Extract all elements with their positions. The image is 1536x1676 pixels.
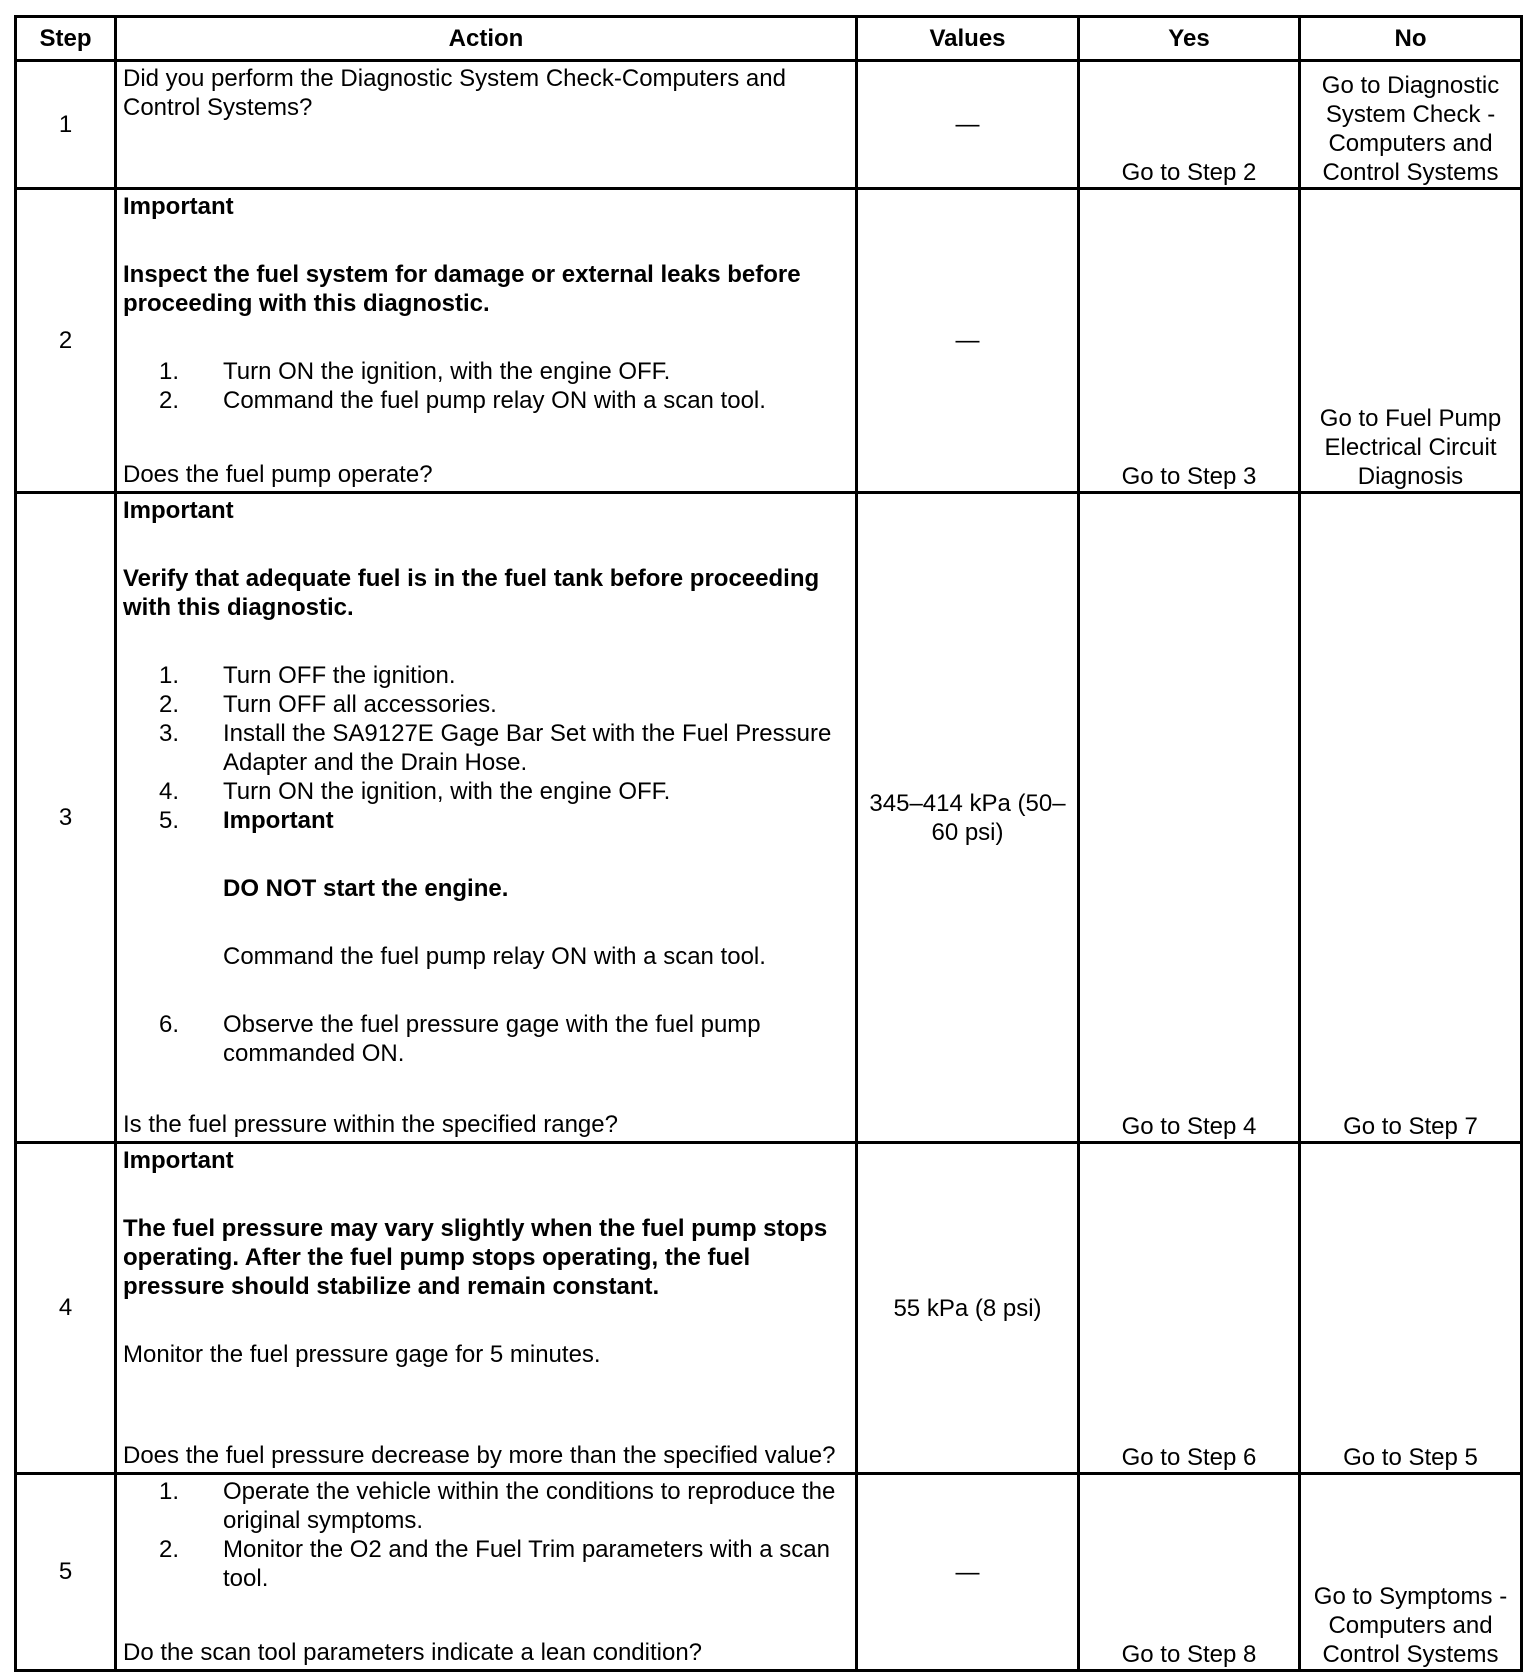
no-link[interactable]: Go to Step 5 bbox=[1300, 1143, 1522, 1474]
list-item: 3. Install the SA9127E Gage Bar Set with the Fuel Pressure Adapter and the Drain Hose. bbox=[158, 720, 832, 776]
instruction-list bbox=[123, 357, 851, 415]
table-row bbox=[16, 1474, 1522, 1671]
step-number: 1 bbox=[16, 61, 116, 189]
yes-link[interactable]: Go to Step 6 bbox=[1079, 1143, 1300, 1474]
yes-link[interactable]: Go to Step 8 bbox=[1079, 1474, 1300, 1671]
values-cell: — bbox=[857, 1474, 1079, 1671]
action-instruction: Monitor the fuel pressure gage for 5 minutes. bbox=[123, 1341, 601, 1368]
list-item: 2. Turn OFF all accessories. bbox=[158, 691, 497, 718]
header-action: Action bbox=[116, 17, 857, 61]
step-number: 4 bbox=[16, 1143, 116, 1474]
list-item: 1. Operate the vehicle within the conditions to reproduce the original symptoms. bbox=[158, 1478, 836, 1534]
step-number: 2 bbox=[16, 189, 116, 493]
values-cell: 345–414 kPa (50–60 psi) bbox=[857, 493, 1079, 1143]
no-link[interactable]: Go to Diagnostic System Check - Computers and Control Systems bbox=[1300, 61, 1522, 189]
important-label: Important bbox=[223, 807, 334, 834]
list-item: 2. Command the fuel pump relay ON with a scan tool. bbox=[158, 387, 766, 414]
action-question: Does the fuel pressure decrease by more than the specified value? bbox=[123, 1442, 836, 1469]
step-number: 5 bbox=[16, 1474, 116, 1671]
important-text: The fuel pressure may vary slightly when the fuel pump stops operating. After the fuel pump stops operating, the fuel pressure should stabilize and remain constant. bbox=[123, 1215, 828, 1300]
values-cell: — bbox=[857, 61, 1079, 189]
list-item: 1. Turn ON the ignition, with the engine OFF. bbox=[158, 358, 671, 385]
header-row bbox=[16, 17, 1522, 61]
table-row bbox=[16, 1143, 1522, 1474]
table-row bbox=[16, 189, 1522, 493]
yes-link[interactable]: Go to Step 4 bbox=[1079, 493, 1300, 1143]
action-question: Do the scan tool parameters indicate a lean condition? bbox=[123, 1639, 703, 1666]
action-cell bbox=[116, 61, 857, 189]
yes-link[interactable]: Go to Step 2 bbox=[1079, 61, 1300, 189]
instruction-list bbox=[123, 661, 851, 1068]
important-label: Important bbox=[123, 1147, 234, 1174]
values-cell: 55 kPa (8 psi) bbox=[857, 1143, 1079, 1474]
diagnostic-table bbox=[14, 15, 1523, 1672]
table-row bbox=[16, 493, 1522, 1143]
values-cell: — bbox=[857, 189, 1079, 493]
list-item: 6. Observe the fuel pressure gage with the fuel pump commanded ON. bbox=[158, 1011, 761, 1067]
no-link[interactable]: Go to Step 7 bbox=[1300, 493, 1522, 1143]
table-row bbox=[16, 61, 1522, 189]
important-label: Important bbox=[123, 497, 234, 524]
no-link[interactable]: Go to Fuel Pump Electrical Circuit Diagnosis bbox=[1300, 189, 1522, 493]
action-question: Did you perform the Diagnostic System Check-Computers and Control Systems? bbox=[123, 65, 786, 121]
important-label: Important bbox=[123, 193, 234, 220]
action-cell bbox=[116, 1474, 857, 1671]
important-text: Verify that adequate fuel is in the fuel tank before proceeding with this diagnostic. bbox=[123, 565, 820, 621]
yes-link[interactable]: Go to Step 3 bbox=[1079, 189, 1300, 493]
list-item: 4. Turn ON the ignition, with the engine OFF. bbox=[158, 778, 671, 805]
header-values: Values bbox=[857, 17, 1079, 61]
no-link[interactable]: Go to Symptoms - Computers and Control Systems bbox=[1300, 1474, 1522, 1671]
important-text: Inspect the fuel system for damage or external leaks before proceeding with this diagnostic. bbox=[123, 261, 801, 317]
important-text: DO NOT start the engine. bbox=[223, 875, 509, 902]
header-step: Step bbox=[16, 17, 116, 61]
action-question: Does the fuel pump operate? bbox=[123, 461, 433, 488]
list-item: 1. Turn OFF the ignition. bbox=[158, 662, 456, 689]
header-yes: Yes bbox=[1079, 17, 1300, 61]
list-item: 2. Monitor the O2 and the Fuel Trim parameters with a scan tool. bbox=[158, 1536, 830, 1592]
step-number: 3 bbox=[16, 493, 116, 1143]
action-question: Is the fuel pressure within the specified range? bbox=[123, 1111, 618, 1138]
action-cell bbox=[116, 1143, 857, 1474]
action-cell bbox=[116, 189, 857, 493]
list-item-text: Command the fuel pump relay ON with a scan tool. bbox=[223, 943, 766, 970]
instruction-list bbox=[123, 1477, 851, 1593]
action-cell bbox=[116, 493, 857, 1143]
list-item: 5. Important DO NOT start the engine. Command the fuel pump relay ON with a scan tool. bbox=[123, 806, 851, 1010]
header-no: No bbox=[1300, 17, 1522, 61]
